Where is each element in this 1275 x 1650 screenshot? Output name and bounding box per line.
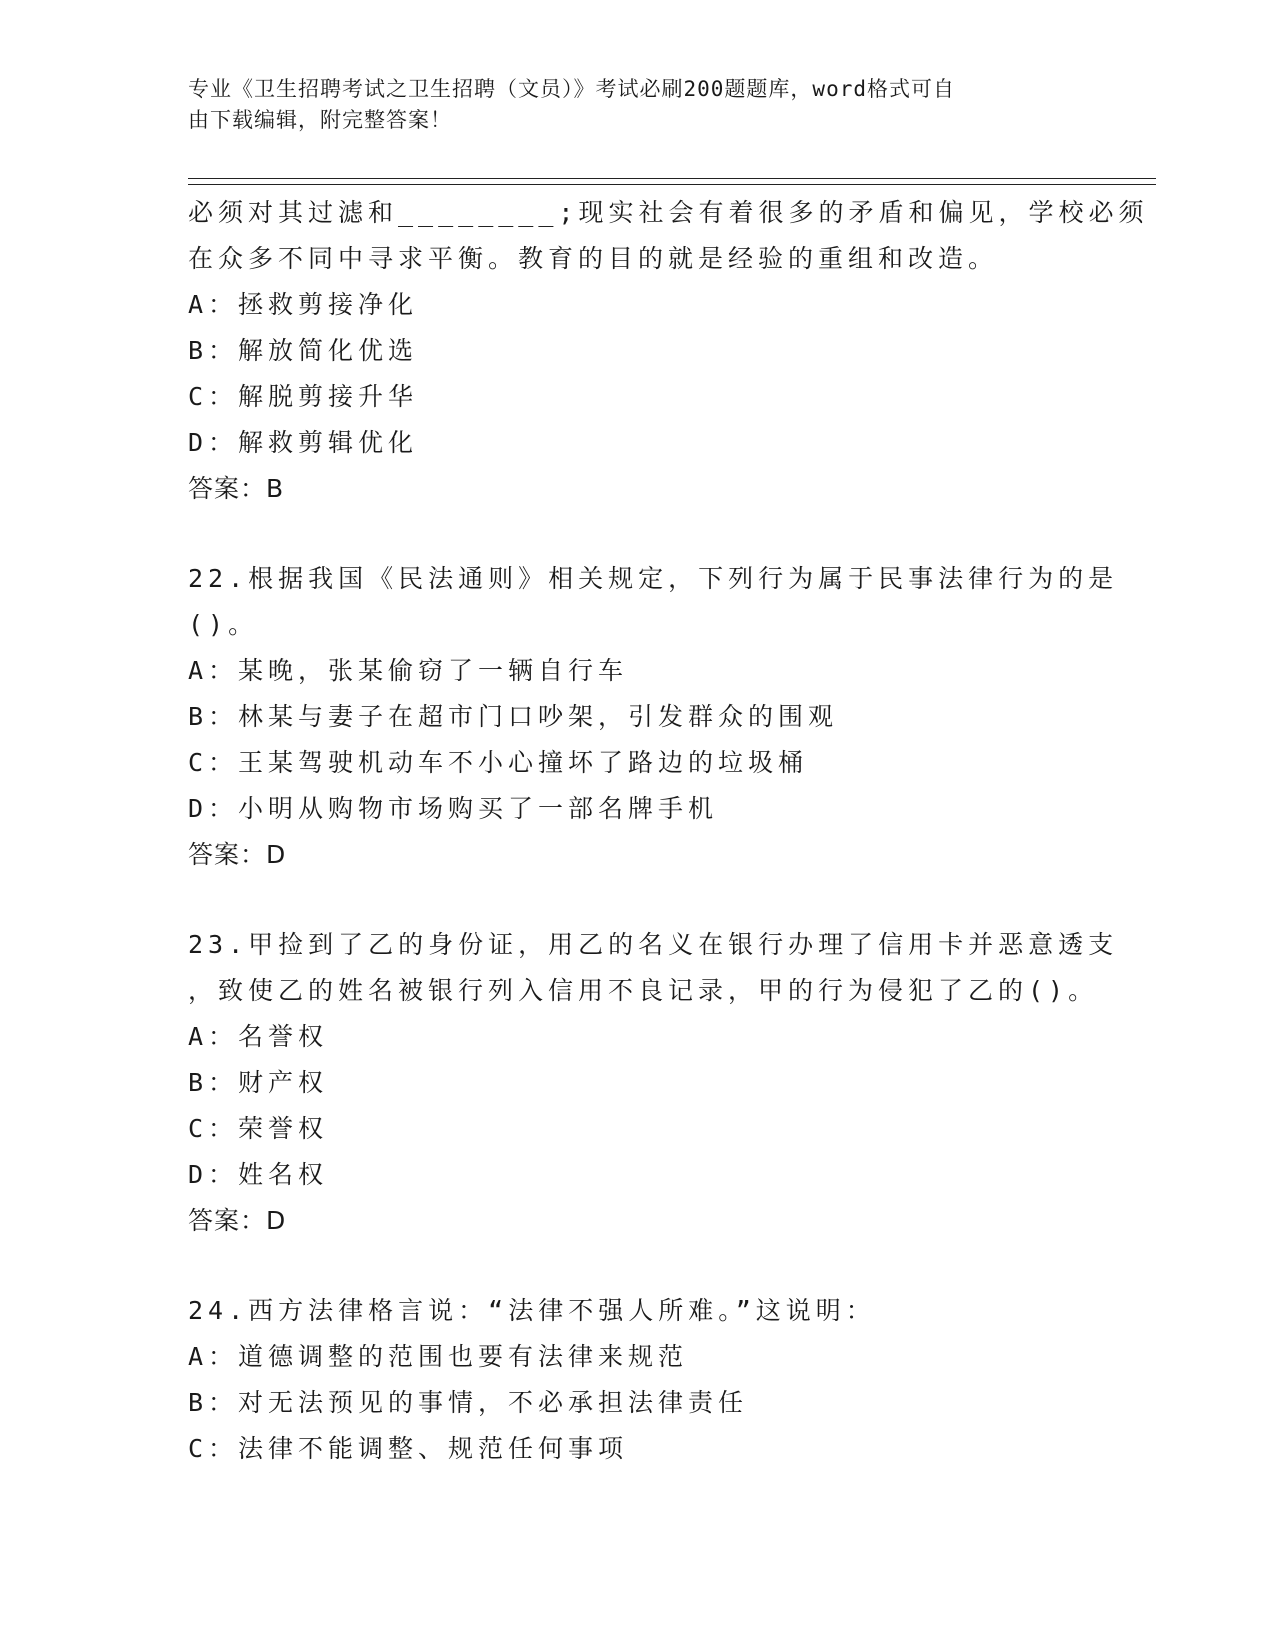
- answer-label: 答案：D: [188, 1206, 287, 1235]
- option-c: C：法律不能调整、规范任何事项: [188, 1434, 629, 1463]
- option-a: A：名誉权: [188, 1022, 329, 1051]
- option-c: C：解脱剪接升华: [188, 382, 419, 411]
- option-d: D：解救剪辑优化: [188, 428, 419, 457]
- option-b: B：解放简化优选: [188, 336, 419, 365]
- option-b: B：财产权: [188, 1068, 329, 1097]
- answer-label: 答案：B: [188, 474, 285, 503]
- document-header: [188, 74, 1068, 136]
- question-list: [188, 190, 1149, 1472]
- question-text: 23.甲捡到了乙的身份证，用乙的名义在银行办理了信用卡并恶意透支: [188, 930, 1119, 959]
- question-text: ，致使乙的姓名被银行列入信用不良记录，甲的行为侵犯了乙的()。: [188, 976, 1099, 1005]
- option-c: C：荣誉权: [188, 1114, 329, 1143]
- option-a: A：道德调整的范围也要有法律来规范: [188, 1342, 689, 1371]
- question-text: 在众多不同中寻求平衡。教育的目的就是经验的重组和改造。: [188, 244, 999, 273]
- question-24: [188, 1288, 1088, 1472]
- header-divider-top: [188, 178, 1156, 179]
- option-b: B：对无法预见的事情，不必承担法律责任: [188, 1388, 749, 1417]
- question-text: 24.西方法律格言说：“法律不强人所难。”这说明：: [188, 1296, 876, 1325]
- header-divider-bottom: [188, 184, 1156, 185]
- option-b: B：林某与妻子在超市门口吵架，引发群众的围观: [188, 702, 839, 731]
- option-c: C：王某驾驶机动车不小心撞坏了路边的垃圾桶: [188, 748, 809, 777]
- header-line-2: 由下载编辑，附完整答案！: [188, 108, 452, 132]
- question-continuation: [188, 190, 1149, 512]
- option-a: A：拯救剪接净化: [188, 290, 419, 319]
- question-text: 必须对其过滤和________;现实社会有着很多的矛盾和偏见，学校必须: [188, 198, 1149, 227]
- question-text: ()。: [188, 610, 259, 639]
- question-23: [188, 922, 1119, 1244]
- header-line-1: 专业《卫生招聘考试之卫生招聘（文员）》考试必刷200题题库，word格式可自: [188, 77, 955, 101]
- question-text: 22.根据我国《民法通则》相关规定，下列行为属于民事法律行为的是: [188, 564, 1119, 593]
- option-d: D：姓名权: [188, 1160, 329, 1189]
- option-d: D：小明从购物市场购买了一部名牌手机: [188, 794, 719, 823]
- option-a: A：某晚，张某偷窃了一辆自行车: [188, 656, 629, 685]
- question-22: [188, 556, 1119, 878]
- answer-label: 答案：D: [188, 840, 287, 869]
